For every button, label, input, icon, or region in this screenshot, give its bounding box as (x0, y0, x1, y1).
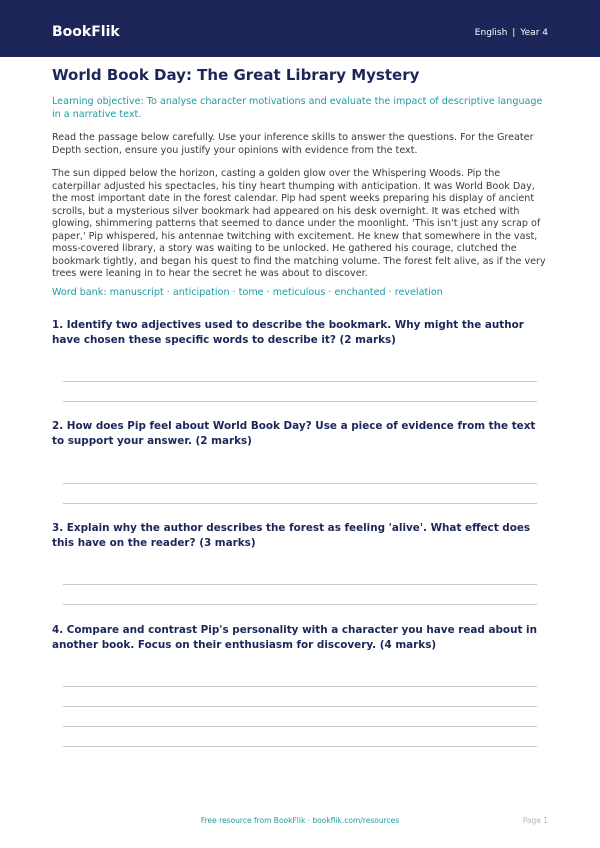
question-1: 1. Identify two adjectives used to describe the bookmark. Why might the author have chosen these specific words to describe it? (2 marks) (52, 319, 524, 346)
answer-line-4-1[interactable] (63, 686, 537, 687)
word-bank: Word bank: manuscript · anticipation · tome · meticulous · enchanted · revelation (52, 287, 443, 298)
question-4: 4. Compare and contrast Pip's personality with a character you have read about in another book. Focus on their enthusiasm for discovery. (4 marks) (52, 624, 538, 651)
answer-line-4-3[interactable] (63, 726, 537, 727)
question-2: 2. How does Pip feel about World Book Day? Use a piece of evidence from the text to support your answer. (2 marks) (52, 420, 536, 447)
answer-line-4-2[interactable] (63, 706, 537, 707)
brand-logo: BookFlik (52, 24, 120, 40)
page-title: World Book Day: The Great Library Mystery (52, 66, 420, 84)
answer-line-3-2[interactable] (63, 604, 537, 605)
reading-passage: The sun dipped below the horizon, casting a golden glow over the Whispering Woods. Pip the caterpillar adjusted his spectacles, his tiny heart thumping with anticipation. It was World Book Day, the most important date in the forest calendar. Pip had spent weeks preparing his display of ancient scrolls, but a mysterious silver bookmark had appeared on his desk overnight. It was etched with glowing, shimmering patterns that seemed to dance under the moonlight. 'This isn't just any scrap of paper,' Pip whispered, his antennae twitching with excitement. He knew that somewhere in the vast, moss-covered library, a story was waiting to be unlocked. He gathered his courage, clutched the bookmark tightly, and began his quest to find the matching volume. The forest felt alive, as if the very trees were leaning in to hear the secret he was about to discover. (52, 168, 546, 279)
question-3: 3. Explain why the author describes the forest as feeling 'alive'. What effect does this have on the reader? (3 marks) (52, 522, 531, 549)
subject-year-label (475, 27, 548, 39)
page-number: Page 1 (522, 816, 548, 825)
answer-line-3-1[interactable] (63, 584, 537, 585)
instructions-text: Read the passage below carefully. Use your inference skills to answer the questions. For the Greater Depth section, ensure you justify your opinions with evidence from the text. (52, 132, 534, 156)
footer-link[interactable]: Free resource from BookFlik · bookflik.com/resources (200, 816, 400, 825)
answer-line-1-1[interactable] (63, 381, 537, 382)
answer-line-2-1[interactable] (63, 483, 537, 484)
answer-line-2-2[interactable] (63, 503, 537, 504)
subject-label: English (474, 28, 508, 38)
answer-line-1-2[interactable] (63, 401, 537, 402)
meta-separator: | (512, 28, 516, 38)
learning-objective: Learning objective: To analyse character motivations and evaluate the impact of descriptive language in a narrative text. (52, 96, 543, 120)
year-label: Year 4 (520, 28, 548, 38)
header-bar (0, 0, 600, 57)
answer-line-4-4[interactable] (63, 746, 537, 747)
